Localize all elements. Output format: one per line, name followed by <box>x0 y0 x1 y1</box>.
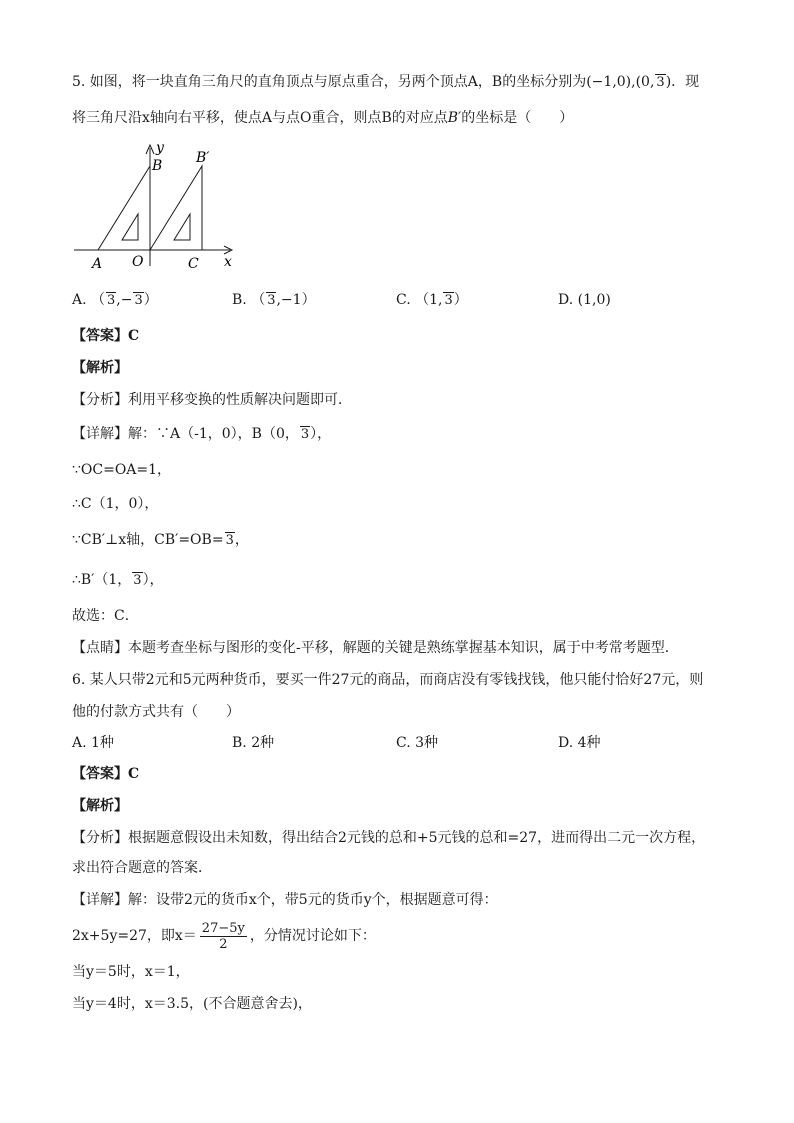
q5-option-b[interactable] <box>232 290 316 310</box>
sqrt-3: 3 <box>134 293 143 308</box>
label-c: C <box>188 256 199 272</box>
label-o: O <box>132 254 144 270</box>
q5-dianjing: 【点睛】本题考查坐标与图形的变化-平移，解题的关键是熟练掌握基本知识，属于中考常考题型． <box>72 640 679 656</box>
eq-fraction <box>200 921 247 952</box>
q6-stem-line2: 他的付款方式共有（ ） <box>72 704 240 720</box>
step4-text: ∴B′（1， <box>72 572 132 588</box>
q6-option-d[interactable]: D. 4种 <box>558 735 601 751</box>
step3-text: ∵CB′⊥x轴，CB′=OB= <box>72 532 224 548</box>
detail-head-text: 【详解】解：∵A（-1，0），B（0， <box>72 426 299 442</box>
opt-a-close: ） <box>143 292 158 308</box>
q5-stem-post-2: 的坐标是（ ） <box>461 110 574 126</box>
sqrt-3: 3 <box>300 427 310 442</box>
eq-pre: 2x+5y=27，即x＝ <box>72 928 197 944</box>
q5-fenxi: 【分析】利用平移变换的性质解决问题即可． <box>72 392 352 408</box>
opt-c-close: ） <box>453 292 468 308</box>
q5-coords: (−1,0),(0, <box>586 74 655 90</box>
detail-head-post: ）， <box>310 426 332 442</box>
q5-stem-line1 <box>72 72 699 92</box>
sqrt-3: 3 <box>133 573 142 588</box>
q5-analysis-head: 【解析】 <box>72 360 128 376</box>
opt-a-mid: ,− <box>116 292 133 308</box>
q5-stem-text: 5. 如图，将一块直角三角尺的直角顶点与原点重合，另两个顶点A，B的坐标分别为 <box>72 74 587 90</box>
sqrt-3: 3 <box>444 293 453 308</box>
opt-b-label: B. <box>232 292 247 308</box>
q5-stem-line2 <box>72 108 573 128</box>
q5-stem-text-2: 将三角尺沿x轴向右平移，使点A与点O重合，则点B的对应点 <box>72 110 448 126</box>
q5-option-c[interactable] <box>396 290 468 310</box>
q6-option-c[interactable]: C. 3种 <box>396 735 439 751</box>
opt-a-label: A. <box>72 292 87 308</box>
q6-answer: 【答案】C <box>72 766 140 782</box>
q6-option-b[interactable]: B. 2种 <box>232 735 275 751</box>
q5-step1: ∵OC=OA=1， <box>72 462 172 478</box>
q5-stem-post: ．现 <box>671 74 700 90</box>
q6-fenxi-line1: 【分析】根据题意假设出未知数，得出结合2元钱的总和+5元钱的总和=27，进而得出二元一次方程， <box>72 830 706 846</box>
q5-choose: 故选：C． <box>72 608 139 624</box>
sqrt-3: 3 <box>267 293 276 308</box>
opt-c-label: C. <box>396 292 411 308</box>
sqrt-3: 3 <box>656 75 665 90</box>
label-y: y <box>156 142 164 156</box>
eq-post: ，分情况讨论如下： <box>249 928 376 944</box>
sqrt-3: 3 <box>107 293 116 308</box>
opt-c-pre: （1, <box>415 292 443 308</box>
q6-detail-line1: 【详解】解：设带2元的货币x个，带5元的货币y个，根据题意可得： <box>72 892 498 908</box>
q5-coords-close: ) <box>665 74 672 90</box>
step4-post: ）， <box>142 572 164 588</box>
q6-equation <box>72 920 376 952</box>
opt-b-paren: （ <box>251 292 266 308</box>
coordinate-diagram <box>72 142 242 272</box>
q6-option-a[interactable]: A. 1种 <box>72 735 114 751</box>
inner-triangle-2 <box>174 214 190 240</box>
q5-option-a[interactable] <box>72 290 158 310</box>
opt-a-paren: （ <box>91 292 106 308</box>
q5-option-d[interactable] <box>558 290 611 310</box>
q6-analysis-head: 【解析】 <box>72 798 128 814</box>
opt-d-text: (1,0) <box>577 292 611 308</box>
q6-fenxi-line2: 求出符合题意的答案． <box>72 860 212 876</box>
q5-bprime: B′ <box>447 110 462 126</box>
eq-numerator: 27−5y <box>201 920 245 936</box>
label-b-prime: B′ <box>196 150 210 166</box>
q6-stem-line1: 6. 某人只带2元和5元两种货币，要买一件27元的商品，而商店没有零钱找钱，他只能付恰好27元，则 <box>72 672 704 688</box>
q6-case2: 当y＝4时，x＝3.5，(不合题意舍去)， <box>72 996 312 1012</box>
label-b: B <box>152 158 163 174</box>
sqrt-3: 3 <box>225 533 234 548</box>
q5-step4 <box>72 570 164 590</box>
inner-triangle-1 <box>122 214 138 240</box>
q6-case1: 当y＝5时，x＝1， <box>72 964 190 980</box>
opt-b-rest: ,−1） <box>276 292 316 308</box>
q5-answer: 【答案】C <box>72 328 140 344</box>
label-a: A <box>92 256 103 272</box>
q5-step2: ∴C（1，0）， <box>72 496 159 512</box>
q5-step3 <box>72 530 249 550</box>
step3-post: ， <box>234 532 249 548</box>
opt-d-label: D. <box>558 292 574 308</box>
label-x: x <box>224 254 232 270</box>
eq-denominator: 2 <box>219 936 228 952</box>
q5-detail-head <box>72 424 331 444</box>
